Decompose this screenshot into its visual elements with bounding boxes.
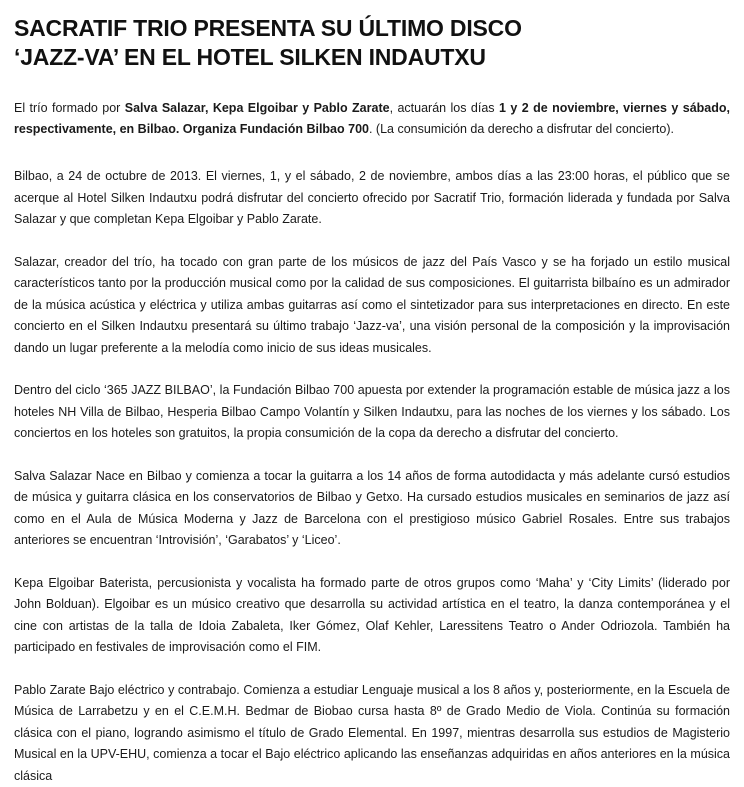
page-title — [14, 14, 730, 72]
article-paragraph: Salazar, creador del trío, ha tocado con gran parte de los músicos de jazz del País Vasco y se ha forjado un estilo musical característicos tanto por la producción musical como por la calidad de sus composiciones. El guitarrista bilbaíno es un admirador de la música acústica y eléctrica y utiliza ambas guitarras así como el sintetizador para sus interpretaciones en directo. En este concierto en el Silken Indautxu presentará su último trabajo ‘Jazz-va’, una visión personal de la composición y la improvisación dando un lugar preferente a la melodía como inicio de sus ideas musicales. — [14, 252, 730, 360]
lead-part-5: Fundación Bilbao 700 — [240, 122, 369, 136]
headline-line-1: SACRATIF TRIO PRESENTA SU ÚLTIMO DISCO — [14, 14, 730, 43]
lead-part-4: 1 y 2 de noviembre, viernes y sábado, respectivamente, en Bilbao. Organiza — [14, 101, 730, 136]
article-paragraph: Kepa Elgoibar Baterista, percusionista y vocalista ha formado parte de otros grupos como ‘Maha’ y ‘City Limits’ (liderado por John Bolduan). Elgoibar es un músico creativo que desarrolla su actividad artística en el teatro, la danza contemporánea y el cine con artistas de la talla de Idoia Zabaleta, Iker Gómez, Olaf Kehler, Laressitens Teatro o Ander Odriozola. También ha participado en festivales de improvisación como el FIM. — [14, 573, 730, 659]
headline-line-2: ‘JAZZ-VA’ EN EL HOTEL SILKEN INDAUTXU — [14, 43, 730, 72]
lead-part-1: El trío formado por — [14, 101, 125, 115]
article-lead — [14, 98, 730, 140]
article-paragraph: Pablo Zarate Bajo eléctrico y contrabajo. Comienza a estudiar Lenguaje musical a los 8 años y, posteriormente, en la Escuela de Música de Larrabetzu y en el C.E.M.H. Bedmar de Biobao cursa hasta 8º de Grado Medio de Viola. Continúa su formación clásica con el piano, logrando asimismo el título de Grado Elemental. En 1997, mientras desarrolla sus estudios de Magisterio Musical en la UPV-EHU, comienza a tocar el Bajo eléctrico aplicando las enseñanzas adquiridas en años anteriores en la música clásica — [14, 680, 730, 787]
article-paragraph: Salva Salazar Nace en Bilbao y comienza a tocar la guitarra a los 14 años de forma autodidacta y más adelante cursó estudios de música y guitarra clásica en los conservatorios de Bilbao y Getxo. Ha cursado estudios musicales en seminarios de jazz así como en el Aula de Música Moderna y Jazz de Barcelona con el prestigioso músico Gabriel Rosales. Entre sus trabajos anteriores se encuentran ‘Introvisión’, ‘Garabatos’ y ‘Liceo’. — [14, 466, 730, 552]
lead-part-6: . (La consumición da derecho a disfrutar del concierto). — [369, 122, 674, 136]
article-paragraph: Dentro del ciclo ‘365 JAZZ BILBAO’, la Fundación Bilbao 700 apuesta por extender la programación estable de música jazz a los hoteles NH Villa de Bilbao, Hesperia Bilbao Campo Volantín y Silken Indautxu, para las noches de los viernes y los sábado. Los conciertos en los hoteles son gratuitos, la propia consumición de la copa da derecho a disfrutar del concierto. — [14, 380, 730, 445]
article-paragraph: Bilbao, a 24 de octubre de 2013. El viernes, 1, y el sábado, 2 de noviembre, ambos días a las 23:00 horas, el público que se acerque al Hotel Silken Indautxu podrá disfrutar del concierto ofrecido por Sacratif Trio, formación liderada y fundada por Salva Salazar y que completan Kepa Elgoibar y Pablo Zarate. — [14, 166, 730, 231]
lead-part-2: Salva Salazar, Kepa Elgoibar y Pablo Zarate — [125, 101, 390, 115]
lead-part-3: , actuarán los días — [390, 101, 499, 115]
